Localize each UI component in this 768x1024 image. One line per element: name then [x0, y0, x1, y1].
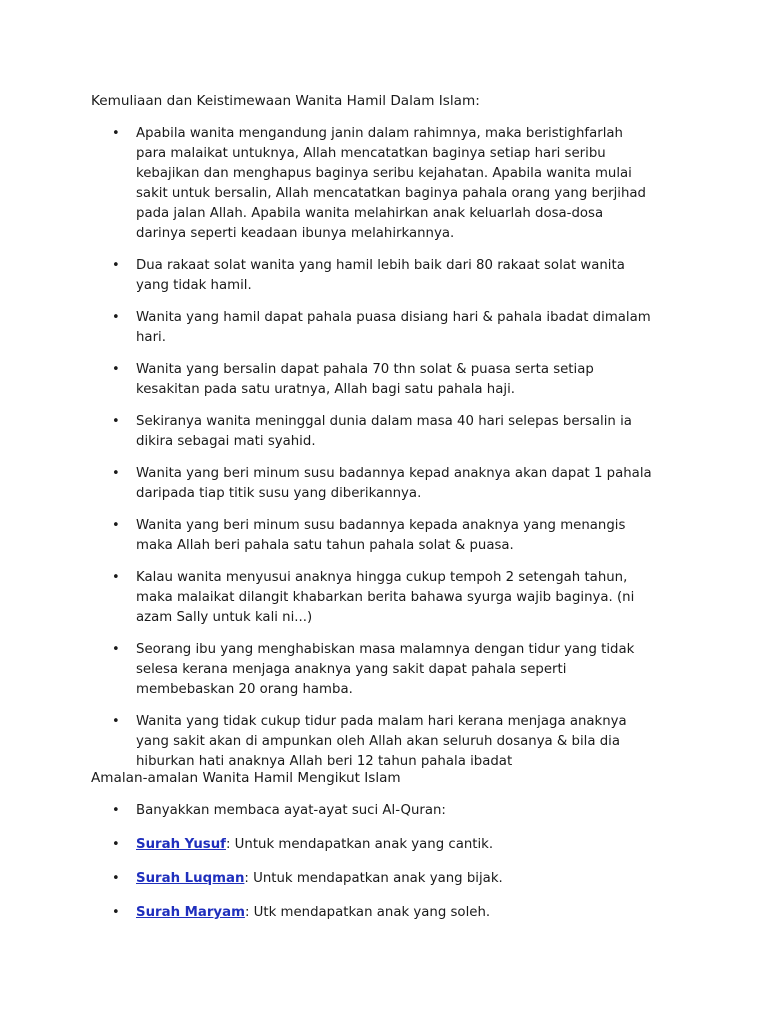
- list-item: [0, 640, 656, 700]
- list-item-text: Wanita yang hamil dapat pahala puasa disiang hari & pahala ibadat dimalam hari.: [136, 310, 651, 345]
- list-item: [0, 360, 656, 400]
- list-item: [0, 124, 656, 244]
- bullet-icon: •: [112, 803, 120, 818]
- list-item-text: [136, 835, 656, 855]
- list-item: [0, 464, 656, 504]
- surah-luqman-description: : Untuk mendapatkan anak yang bijak.: [244, 871, 503, 886]
- bullet-icon: •: [112, 258, 120, 273]
- list-item: [0, 568, 656, 628]
- list-item-text: Kalau wanita menyusui anaknya hingga cukup tempoh 2 setengah tahun, maka malaikat dilangit khabarkan berita bahawa syurga wajib baginya. (ni azam Sally untuk kali ni...): [136, 570, 635, 625]
- list-item: [0, 516, 656, 556]
- bullet-icon: •: [112, 414, 120, 429]
- list-item-text: Wanita yang beri minum susu badannya kepada anaknya yang menangis maka Allah beri pahala satu tahun pahala solat & puasa.: [136, 518, 626, 553]
- list-item: [0, 712, 656, 772]
- bullet-icon: •: [112, 871, 120, 886]
- bullet-icon: •: [112, 126, 120, 141]
- list-item-text: Wanita yang tidak cukup tidur pada malam hari kerana menjaga anaknya yang sakit akan di ampunkan oleh Allah akan seluruh dosanya & bila dia hiburkan hati anaknya Allah beri 12 tahun pahala ibadat: [136, 714, 627, 769]
- list-item: [0, 869, 656, 889]
- kemuliaan-list: [0, 124, 656, 784]
- bullet-icon: •: [112, 570, 120, 585]
- bullet-icon: •: [112, 362, 120, 377]
- list-item-text: Wanita yang beri minum susu badannya kepad anaknya akan dapat 1 pahala daripada tiap titik susu yang diberikannya.: [136, 466, 652, 501]
- list-item-text: Dua rakaat solat wanita yang hamil lebih baik dari 80 rakaat solat wanita yang tidak hamil.: [136, 258, 625, 293]
- section-heading-amalan: Amalan-amalan Wanita Hamil Mengikut Islam: [91, 770, 401, 786]
- bullet-icon: •: [112, 714, 120, 729]
- surah-yusuf-description: : Untuk mendapatkan anak yang cantik.: [225, 837, 494, 852]
- bullet-icon: •: [112, 837, 120, 852]
- list-item: [0, 903, 656, 923]
- list-item-text: [136, 869, 656, 889]
- list-item: [0, 801, 656, 821]
- list-item-text: Wanita yang bersalin dapat pahala 70 thn solat & puasa serta setiap kesakitan pada satu uratnya, Allah bagi satu pahala haji.: [136, 362, 594, 397]
- list-item-text: Banyakkan membaca ayat-ayat suci Al-Quran:: [136, 803, 446, 818]
- list-item-text: Sekiranya wanita meninggal dunia dalam masa 40 hari selepas bersalin ia dikira sebagai mati syahid.: [136, 414, 632, 449]
- list-item-text: [136, 903, 656, 923]
- list-item: [0, 256, 656, 296]
- section-heading-kemuliaan: Kemuliaan dan Keistimewaan Wanita Hamil Dalam Islam:: [91, 93, 480, 109]
- amalan-list: [0, 801, 656, 937]
- surah-maryam-link[interactable]: Surah Maryam: [136, 905, 245, 920]
- bullet-icon: •: [112, 905, 120, 920]
- list-item: [0, 308, 656, 348]
- list-item: [0, 835, 656, 855]
- list-item-text: Seorang ibu yang menghabiskan masa malamnya dengan tidur yang tidak selesa kerana menjaga anaknya yang sakit dapat pahala seperti membebaskan 20 orang hamba.: [136, 642, 635, 697]
- list-item: [0, 412, 656, 452]
- surah-luqman-link[interactable]: Surah Luqman: [136, 871, 245, 886]
- bullet-icon: •: [112, 310, 120, 325]
- bullet-icon: •: [112, 518, 120, 533]
- bullet-icon: •: [112, 466, 120, 481]
- bullet-icon: •: [112, 642, 120, 657]
- surah-maryam-description: : Utk mendapatkan anak yang soleh.: [244, 905, 491, 920]
- surah-yusuf-link[interactable]: Surah Yusuf: [136, 837, 226, 852]
- list-item-text: Apabila wanita mengandung janin dalam rahimnya, maka beristighfarlah para malaikat untuknya, Allah mencatatkan baginya setiap hari seribu kebajikan dan menghapus baginya seribu kejahatan. Apabila wanita mulai sakit untuk bersalin, Allah mencatatkan baginya pahala orang yang berjihad pada jalan Allah. Apabila wanita melahirkan anak keluarlah dosa-dosa darinya seperti keadaan ibunya melahirkannya.: [136, 126, 646, 241]
